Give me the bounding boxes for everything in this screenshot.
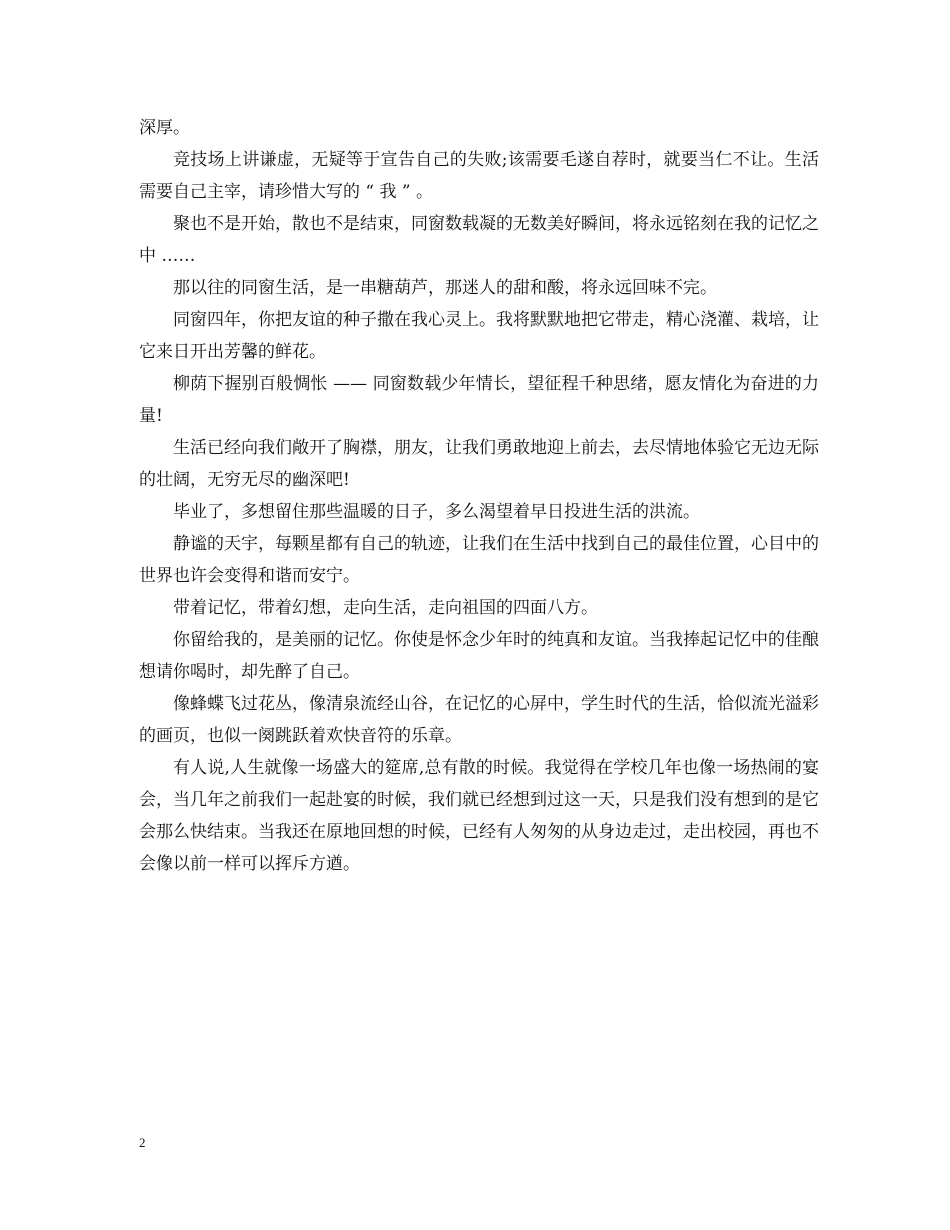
paragraph-8: 毕业了，多想留住那些温暖的日子，多么渴望着早日投进生活的洪流。 xyxy=(173,502,700,522)
paragraph-11: 你留给我的，是美丽的记忆。你使是怀念少年时的纯真和友谊。当我捧起记忆中的佳酿想请你喝时，却先醉了自己。 xyxy=(139,630,819,682)
paragraph-3: 聚也不是开始，散也不是结束，同窗数载凝的无数美好瞬间，将永远铭刻在我的记忆之中 …… xyxy=(139,214,819,266)
paragraph-1: 深厚。 xyxy=(139,118,190,138)
paragraph-4: 那以往的同窗生活，是一串糖葫芦，那迷人的甜和酸，将永远回味不完。 xyxy=(173,278,717,298)
paragraph-9: 静谧的天宇，每颗星都有自己的轨迹，让我们在生活中找到自己的最佳位置，心目中的世界也许会变得和谐而安宁。 xyxy=(139,534,819,586)
page-number: 2 xyxy=(139,1135,146,1150)
paragraph-10: 带着记忆，带着幻想，走向生活，走向祖国的四面八方。 xyxy=(173,598,598,618)
paragraph-12: 像蜂蝶飞过花丛，像清泉流经山谷，在记忆的心屏中，学生时代的生活，恰似流光溢彩的画页，也似一阕跳跃着欢快音符的乐章。 xyxy=(139,694,819,746)
document-body xyxy=(139,112,819,880)
paragraph-5: 同窗四年，你把友谊的种子撒在我心灵上。我将默默地把它带走，精心浇灌、栽培，让它来日开出芳馨的鲜花。 xyxy=(139,310,819,362)
paragraph-2: 竞技场上讲谦虚，无疑等于宣告自己的失败;该需要毛遂自荐时，就要当仁不让。生活需要自己主宰，请珍惜大写的 “ 我 ” 。 xyxy=(139,150,819,202)
paragraph-13: 有人说,人生就像一场盛大的筵席,总有散的时候。我觉得在学校几年也像一场热闹的宴会，当几年之前我们一起赴宴的时候，我们就已经想到过这一天，只是我们没有想到的是它会那么快结束。当我还在原地回想的时候，已经有人匆匆的从身边走过，走出校园，再也不会像以前一样可以挥斥方遒。 xyxy=(139,758,819,874)
paragraph-6: 柳荫下握别百般惆怅 —— 同窗数载少年情长，望征程千种思绪，愿友情化为奋进的力量! xyxy=(139,374,819,426)
paragraph-7: 生活已经向我们敞开了胸襟，朋友，让我们勇敢地迎上前去，去尽情地体验它无边无际的壮阔，无穷无尽的幽深吧! xyxy=(139,438,819,490)
